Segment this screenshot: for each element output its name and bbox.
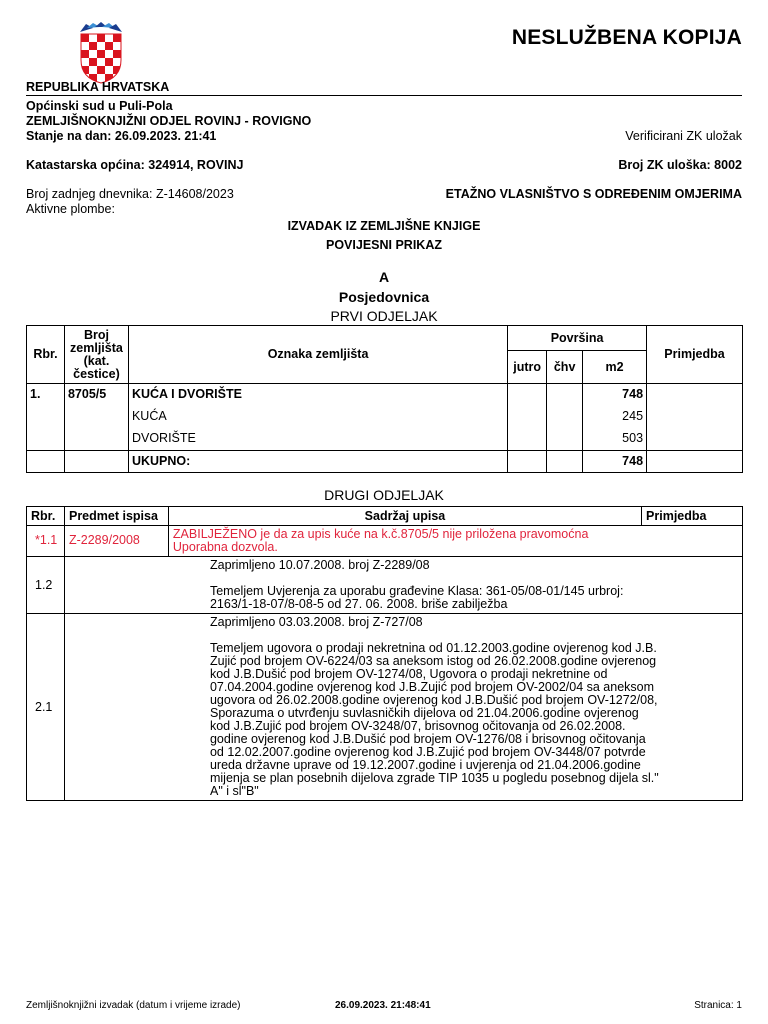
entry-content xyxy=(64,557,742,614)
designation-item: DVORIŠTE xyxy=(131,431,196,445)
state-date: Stanje na dan: 26.09.2023. 21:41 xyxy=(26,129,217,143)
croatian-coat-of-arms-icon xyxy=(78,22,124,84)
entry-rbr: 2.1 xyxy=(27,614,65,801)
col-jutro: jutro xyxy=(508,351,547,384)
content-line: Temeljem ugovora o prodaji nekretnina od 01.12.2003.godine ovjerenog kod J.B. xyxy=(209,641,657,655)
document-title: IZVADAK IZ ZEMLJIŠNE KNJIGE xyxy=(287,219,481,233)
part-two-title: DRUGI ODJELJAK xyxy=(324,487,444,503)
content-line: od 12.02.2007.godine ovjerenog kod J.B.Zujić pod brojem OV-3448/07 potvrde xyxy=(209,745,646,759)
content-line: ZABILJEŽENO je da za upis kuće na k.č.8705/5 nije priložena pravomoćna xyxy=(172,527,589,541)
content-line: kod J.B.Dušić pod brojem OV-1274/08, Ugovora o prodaji nekretnine od xyxy=(209,667,608,681)
row-rbr: 1. xyxy=(27,384,65,451)
active-seals: Aktivne plombe: xyxy=(26,202,115,216)
area-value: 503 xyxy=(622,431,644,445)
col-remark: Primjedba xyxy=(642,507,743,526)
content-line: Sporazuma o utvrđenju suvlasničkih dijelova od 21.04.2006.godine ovjerenog xyxy=(209,706,639,720)
ownership-type: ETAŽNO VLASNIŠTVO S ODREĐENIM OMJERIMA xyxy=(445,187,742,201)
col-subject: Predmet ispisa xyxy=(64,507,168,526)
col-parcel-number: Broj zemljišta (kat. čestice) xyxy=(64,326,128,384)
table-row xyxy=(27,526,743,557)
col-chv: čhv xyxy=(547,351,583,384)
content-line: kod J.B.Zujić pod brojem OV-3248/07, brisovnog očitovanja od 26.02.2008. xyxy=(209,719,626,733)
row-designations xyxy=(128,384,507,451)
col-content: Sadržaj upisa xyxy=(168,507,641,526)
row-parcel: 8705/5 xyxy=(64,384,128,451)
total-row xyxy=(27,451,743,473)
content-line: Temeljem Uvjerenja za uporabu građevine Klasa: 361-05/08-01/145 urbroj: xyxy=(209,584,624,598)
country-name: REPUBLIKA HRVATSKA xyxy=(26,80,170,94)
entry-subject: Z-2289/2008 xyxy=(64,526,168,557)
row-chv xyxy=(547,384,583,451)
footer-label: Zemljišnoknjižni izvadak (datum i vrijeme izrade) xyxy=(26,1000,241,1011)
table-row xyxy=(27,614,743,801)
content-line: Zujić pod brojem OV-6224/03 sa aneksom istog od 26.02.2008.godine ovjerenog xyxy=(209,654,657,668)
header-divider xyxy=(26,95,742,96)
table-row xyxy=(27,557,743,614)
content-line: A" i sl"B" xyxy=(209,784,259,798)
page-number: Stranica: 1 xyxy=(694,1000,742,1011)
entry-rbr: 1.2 xyxy=(27,557,65,614)
area-value: 748 xyxy=(622,387,644,401)
document-subtitle: POVIJESNI PRIKAZ xyxy=(326,238,442,252)
table-row xyxy=(27,384,743,451)
content-line: Uporabna dozvola. xyxy=(172,540,278,554)
content-line: Zaprimljeno 03.03.2008. broj Z-727/08 xyxy=(209,615,423,629)
watermark-title: NESLUŽBENA KOPIJA xyxy=(511,26,742,49)
designation-item: KUĆA I DVORIŠTE xyxy=(131,387,242,401)
part-one-title: PRVI ODJELJAK xyxy=(330,308,438,324)
land-table xyxy=(26,325,743,473)
col-rbr: Rbr. xyxy=(27,507,65,526)
footer-timestamp: 26.09.2023. 21:48:41 xyxy=(335,1000,431,1011)
entry-rbr: *1.1 xyxy=(27,526,65,557)
section-name: Posjedovnica xyxy=(338,289,430,305)
content-line: ugovora od 26.02.2008.godine ovjerenog kod J.B.Dušić pod brojem OV-1272/08, xyxy=(209,693,658,707)
content-line: 07.04.2004.godine ovjerenog kod J.B.Zujić pod brojem OV-2002/04 sa aneksom xyxy=(209,680,655,694)
entry-content xyxy=(64,614,742,801)
col-area: Površina xyxy=(508,326,647,351)
area-value: 245 xyxy=(622,409,644,423)
content-line: ureda državne uprave od 19.12.2007.godine i uvjerenja od 21.04.2006.godine xyxy=(209,758,641,772)
content-line: 2163/1-18-07/8-08-5 od 27. 06. 2008. briše zabilježba xyxy=(209,597,508,611)
entry-content xyxy=(168,526,742,557)
col-m2: m2 xyxy=(583,351,647,384)
col-remark: Primjedba xyxy=(647,326,743,384)
department-name: ZEMLJIŠNOKNJIŽNI ODJEL ROVINJ - ROVIGNO xyxy=(26,114,312,128)
section-letter: A xyxy=(378,269,390,285)
entries-table xyxy=(26,506,743,801)
content-line: Zaprimljeno 10.07.2008. broj Z-2289/08 xyxy=(209,558,430,572)
content-line: mijenja se plan posebnih dijelova zgrade TIP 1035 u pogledu posebnog dijela sl." xyxy=(209,771,659,785)
row-remark xyxy=(647,384,743,451)
cadastral-municipality: Katastarska općina: 324914, ROVINJ xyxy=(26,158,244,172)
designation-item: KUĆA xyxy=(131,409,167,423)
total-label: UKUPNO: xyxy=(128,451,507,473)
zk-number: Broj ZK uloška: 8002 xyxy=(618,158,742,172)
row-jutro xyxy=(508,384,547,451)
total-m2: 748 xyxy=(583,451,647,473)
court-name: Općinski sud u Puli-Pola xyxy=(26,99,173,113)
verified-label: Verificirani ZK uložak xyxy=(625,129,742,143)
row-m2 xyxy=(583,384,647,451)
content-line: godine ovjerenog kod J.B.Dušić pod brojem OV-1276/08 i brisovnog očitovanja xyxy=(209,732,646,746)
col-rbr: Rbr. xyxy=(27,326,65,384)
last-diary-number: Broj zadnjeg dnevnika: Z-14608/2023 xyxy=(26,187,234,201)
col-land-designation: Oznaka zemljišta xyxy=(128,326,507,384)
